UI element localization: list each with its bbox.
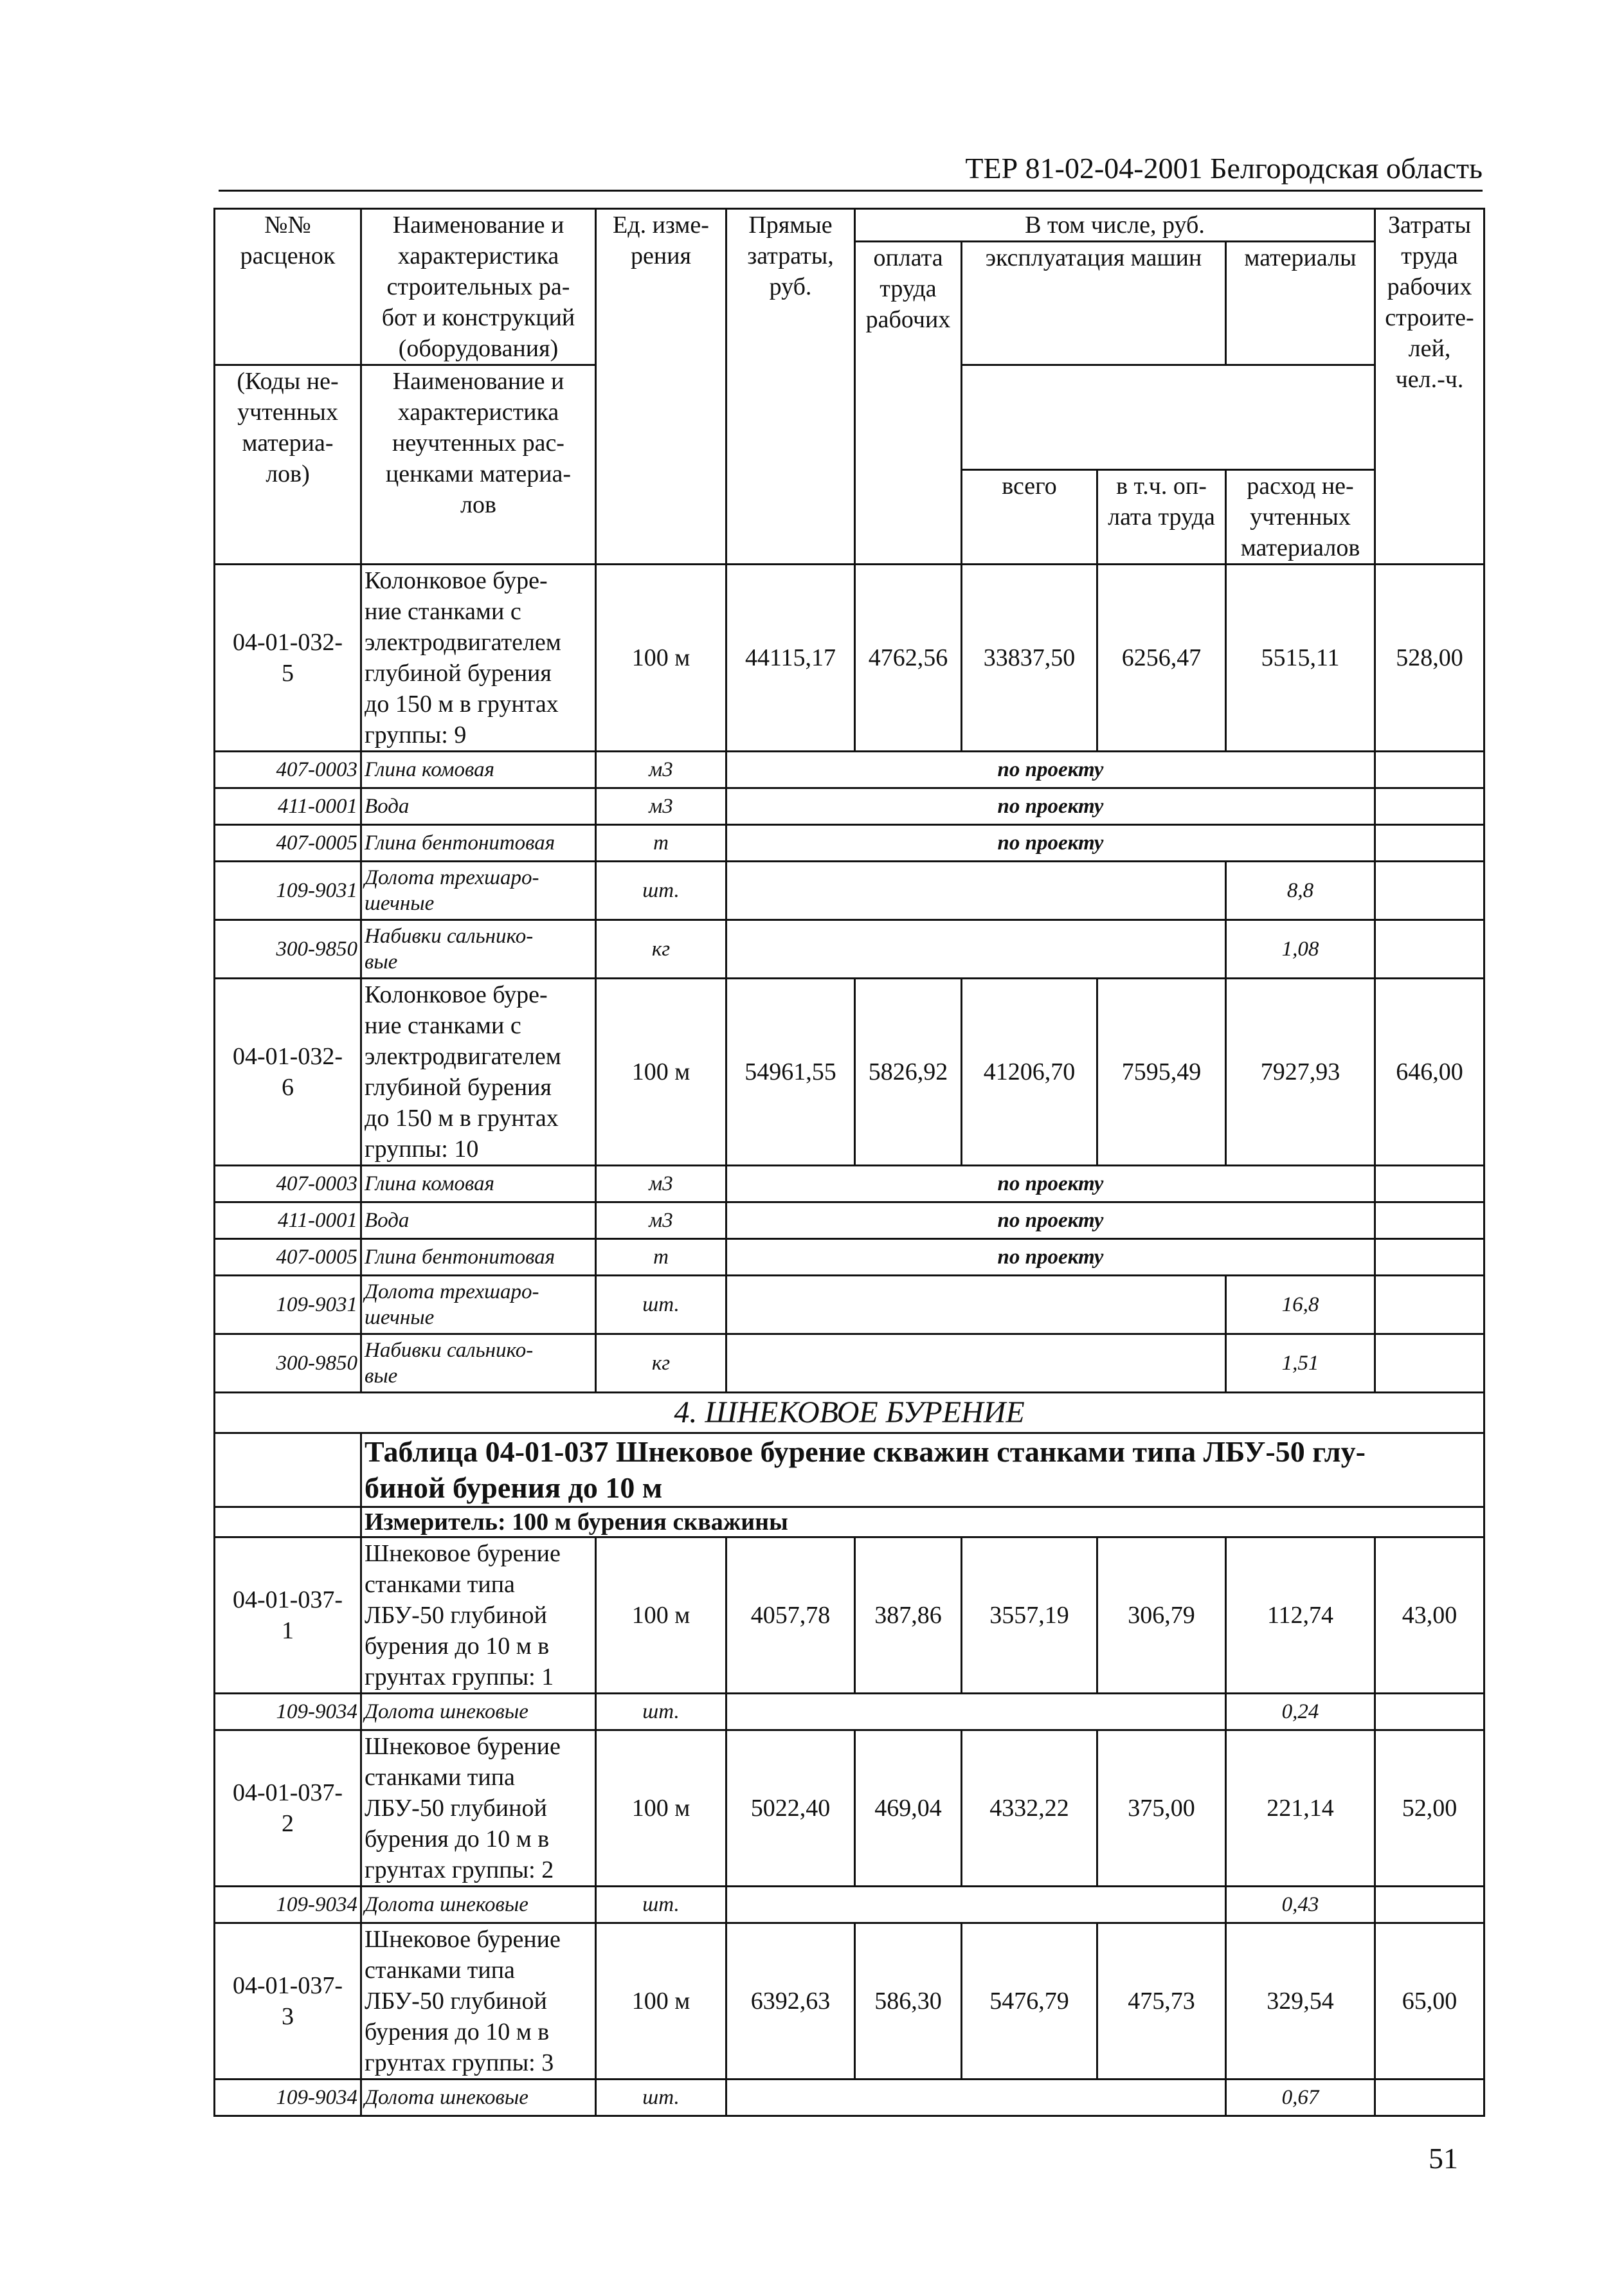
rate-name-line: станками типа [365,1957,515,1984]
rate-materials: 329,54 [1226,1923,1375,2080]
header-labor-line-0: Затраты [1387,212,1471,239]
header-direct-line-0: Прямые [748,212,833,239]
rate-name-line: ние станками с [365,598,521,625]
page-header [219,151,1483,190]
material-code: 300-9850 [215,1334,361,1393]
table-title-line: Таблица 04-01-037 Шнековое бурение скважин станками типа ЛБУ-50 глу- [365,1435,1366,1468]
material-empty [1375,862,1484,920]
header-labor-costs [1375,209,1484,565]
header-unaccounted-consumption [1226,470,1375,565]
header-labor-line-4: лей, [1408,335,1451,362]
material-code: 411-0001 [215,788,361,825]
rate-machines-wages: 306,79 [1097,1537,1226,1694]
rate-unit: 100 м [596,565,726,752]
header-labor-line-2: рабочих [1387,273,1472,300]
rate-labor: 646,00 [1375,979,1484,1166]
rate-name-line: группы: 9 [365,721,467,748]
material-name [361,1276,596,1334]
material-code: 407-0005 [215,825,361,862]
material-row [215,825,1484,862]
material-empty [726,1694,1226,1730]
material-name-line: Глина комовая [365,758,494,781]
header-code2-line-2: материа- [242,430,334,457]
section-title: 4. ШНЕКОВОЕ БУРЕНИЕ [215,1393,1484,1433]
rate-wages: 387,86 [855,1537,962,1694]
material-value: по проекту [726,1239,1375,1276]
rate-labor: 43,00 [1375,1537,1484,1694]
rate-name-line: ЛБУ-50 глубиной [365,1988,547,2015]
header-name2-line-3: ценками материа- [385,460,572,487]
material-empty [726,862,1226,920]
header-machines-total: всего [962,470,1097,565]
material-unit: м3 [596,752,726,788]
rate-name-line: до 150 м в грунтах [365,691,559,718]
header-name [361,209,596,365]
material-name-line: шечные [365,1306,435,1329]
material-unit: шт. [596,2080,726,2116]
header-name2-line-2: неучтенных рас- [392,430,564,457]
header-unaccounted-codes [215,365,361,565]
material-unit: т [596,1239,726,1276]
header-unit-line-1: рения [630,242,692,269]
material-name-line: Долота шнековые [365,1893,528,1916]
header-name-line-3: бот и конструкций [381,304,575,331]
header-including: В том числе, руб. [855,209,1375,242]
rate-name [361,1730,596,1887]
material-code: 300-9850 [215,920,361,979]
rate-name-line: ЛБУ-50 глубиной [365,1795,547,1822]
material-name [361,1694,596,1730]
rate-code-line: 04-01-032- [233,629,343,656]
rate-code-line: 04-01-032- [233,1043,343,1070]
material-value: 0,43 [1226,1887,1375,1923]
material-empty [1375,1276,1484,1334]
header-unit-line-0: Ед. изме- [613,212,709,239]
header-code2-line-1: учтенных [237,399,338,426]
rate-unit: 100 м [596,1730,726,1887]
material-row [215,1694,1484,1730]
material-unit: шт. [596,1887,726,1923]
header-code [215,209,361,365]
header-materials: материалы [1226,242,1375,365]
rate-wages: 469,04 [855,1730,962,1887]
rate-name [361,1923,596,2080]
header-labor-line-5: чел.-ч. [1395,366,1464,393]
rate-name-line: бурения до 10 м в [365,1633,550,1660]
header-name2-line-4: лов [460,491,496,518]
material-empty [1375,1202,1484,1239]
material-name-line: Вода [365,1209,410,1232]
rate-row [215,1923,1484,2080]
header-direct-line-1: затраты, [747,242,834,269]
material-name-line: Долота шнековые [365,1700,528,1723]
header-unit [596,209,726,565]
rate-name-line: Шнековое бурение [365,1733,561,1760]
material-row [215,788,1484,825]
material-unit: кг [596,920,726,979]
material-empty [1375,1334,1484,1393]
material-name [361,1334,596,1393]
rate-machines-wages: 6256,47 [1097,565,1226,752]
header-direct-line-2: руб. [769,273,812,300]
rate-row [215,1537,1484,1694]
header-name-line-4: (оборудования) [398,335,559,362]
table-title-line: биной бурения до 10 м [365,1471,663,1504]
material-unit: м3 [596,1166,726,1202]
section-row [215,1393,1484,1433]
header-mu-line-0: расход не- [1247,473,1354,500]
header-mu-line-1: учтенных [1250,503,1351,530]
rate-labor: 65,00 [1375,1923,1484,2080]
measure-unit: Измеритель: 100 м бурения скважины [361,1507,1484,1537]
rate-name-line: глубиной бурения [365,1074,552,1101]
rate-materials: 221,14 [1226,1730,1375,1887]
measure-row [215,1507,1484,1537]
material-name-line: Глина бентонитовая [365,1246,555,1269]
rate-name-line: Шнековое бурение [365,1926,561,1953]
rate-wages: 586,30 [855,1923,962,2080]
material-name [361,2080,596,2116]
header-code2-line-0: (Коды не- [237,368,339,395]
material-name-line: Глина комовая [365,1172,494,1195]
rate-unit: 100 м [596,1923,726,2080]
header-mw-line-1: лата труда [1108,503,1215,530]
header-wages [855,242,962,565]
material-unit: шт. [596,862,726,920]
rate-name-line: до 150 м в грунтах [365,1105,559,1132]
header-mw-line-0: в т.ч. оп- [1116,473,1207,500]
material-empty [726,920,1226,979]
header-unaccounted-names [361,365,596,565]
material-name-line: Глина бентонитовая [365,831,555,855]
page-number: 51 [1429,2142,1458,2175]
rate-code [215,979,361,1166]
material-empty [726,1276,1226,1334]
material-unit: кг [596,1334,726,1393]
rate-wages: 5826,92 [855,979,962,1166]
rate-machines-total: 33837,50 [962,565,1097,752]
rate-labor: 528,00 [1375,565,1484,752]
rate-name-line: Шнековое бурение [365,1540,561,1567]
material-row [215,1887,1484,1923]
material-code: 411-0001 [215,1202,361,1239]
price-table-body [215,209,1484,2116]
material-value: 1,51 [1226,1334,1375,1393]
rate-code-line: 1 [282,1617,294,1644]
header-labor-line-3: строите- [1385,304,1474,331]
document-title: ТЕР 81-02-04-2001 Белгородская область [965,152,1483,185]
material-value: 1,08 [1226,920,1375,979]
material-unit: шт. [596,1276,726,1334]
material-code: 407-0003 [215,1166,361,1202]
material-name-line: Долота трехшаро- [365,866,539,889]
rate-direct-costs: 54961,55 [726,979,855,1166]
rate-row [215,979,1484,1166]
header-name2-line-1: характеристика [397,399,559,426]
measure-spacer [215,1507,361,1537]
header-wages-line-1: труда [880,275,937,302]
rate-code [215,1537,361,1694]
rate-labor: 52,00 [1375,1730,1484,1887]
material-empty [1375,1887,1484,1923]
rate-name [361,565,596,752]
material-code: 109-9031 [215,862,361,920]
rate-row [215,565,1484,752]
material-row [215,1334,1484,1393]
material-empty [1375,920,1484,979]
material-name-line: Набивки сальнико- [365,1339,534,1362]
rate-materials: 7927,93 [1226,979,1375,1166]
header-mu-line-2: материалов [1240,534,1360,561]
rate-unit: 100 м [596,1537,726,1694]
rate-name-line: Колонковое буре- [365,981,548,1008]
material-empty [726,1334,1226,1393]
material-empty [1375,2080,1484,2116]
rate-machines-total: 3557,19 [962,1537,1097,1694]
material-code: 109-9031 [215,1276,361,1334]
material-value: по проекту [726,1202,1375,1239]
rate-name-line: грунтах группы: 2 [365,1856,554,1883]
rate-name-line: грунтах группы: 3 [365,2049,554,2076]
header-name2-line-0: Наименование и [392,368,564,395]
header-divider [219,190,1483,192]
material-name-line: Набивки сальнико- [365,925,534,948]
material-name [361,1239,596,1276]
rate-name-line: группы: 10 [365,1136,479,1163]
rate-row [215,1730,1484,1887]
header-code-line-0: №№ [264,212,311,239]
rate-materials: 5515,11 [1226,565,1375,752]
rate-machines-total: 41206,70 [962,979,1097,1166]
material-value: 0,67 [1226,2080,1375,2116]
material-value: 0,24 [1226,1694,1375,1730]
material-empty [726,2080,1226,2116]
material-unit: шт. [596,1694,726,1730]
material-name [361,920,596,979]
header-machines: эксплуатация машин [962,242,1226,365]
rate-code-line: 04-01-037- [233,1972,343,1999]
rate-name-line: грунтах группы: 1 [365,1663,554,1690]
rate-name-line: ние станками с [365,1012,521,1039]
material-name-line: Вода [365,795,410,818]
rate-code-line: 6 [282,1074,294,1101]
material-name [361,825,596,862]
rate-name-line: электродвигателем [365,629,561,656]
header-code-line-1: расценок [240,242,336,269]
rate-machines-total: 5476,79 [962,1923,1097,2080]
material-name-line: Долота трехшаро- [365,1280,539,1303]
rate-code-line: 5 [282,660,294,687]
material-row [215,752,1484,788]
material-name-line: вые [365,1364,398,1388]
header-wages-line-0: оплата [873,244,943,271]
rate-direct-costs: 5022,40 [726,1730,855,1887]
material-empty [1375,788,1484,825]
material-name-line: Долота шнековые [365,2086,528,2109]
material-empty [1375,825,1484,862]
material-empty [726,1887,1226,1923]
material-name [361,1887,596,1923]
rate-code [215,1730,361,1887]
header-spacer [962,365,1375,470]
material-code: 109-9034 [215,2080,361,2116]
material-name-line: вые [365,950,398,974]
rate-name-line: ЛБУ-50 глубиной [365,1602,547,1629]
header-machines-wages [1097,470,1226,565]
material-value: по проекту [726,825,1375,862]
material-value: по проекту [726,1166,1375,1202]
material-row [215,1276,1484,1334]
material-unit: т [596,825,726,862]
material-value: 8,8 [1226,862,1375,920]
rate-name-line: электродвигателем [365,1043,561,1070]
header-name-line-0: Наименование и [392,212,564,239]
rate-code-line: 04-01-037- [233,1779,343,1806]
rate-machines-wages: 7595,49 [1097,979,1226,1166]
header-code2-line-3: лов) [266,460,310,487]
rate-direct-costs: 44115,17 [726,565,855,752]
material-code: 109-9034 [215,1887,361,1923]
material-name [361,1202,596,1239]
table-title-spacer [215,1433,361,1507]
rate-code [215,1923,361,2080]
rate-name [361,1537,596,1694]
rate-unit: 100 м [596,979,726,1166]
rate-name-line: бурения до 10 м в [365,1826,550,1853]
rate-code-line: 3 [282,2003,294,2030]
material-value: 16,8 [1226,1276,1375,1334]
rate-code-line: 04-01-037- [233,1586,343,1613]
rate-materials: 112,74 [1226,1537,1375,1694]
rate-name [361,979,596,1166]
rate-code [215,565,361,752]
material-row [215,920,1484,979]
material-value: по проекту [726,788,1375,825]
table-title [361,1433,1484,1507]
material-empty [1375,1694,1484,1730]
material-row [215,862,1484,920]
rate-machines-wages: 375,00 [1097,1730,1226,1887]
rate-name-line: бурения до 10 м в [365,2018,550,2045]
rate-direct-costs: 4057,78 [726,1537,855,1694]
rate-machines-wages: 475,73 [1097,1923,1226,2080]
price-table [213,208,1485,2117]
rate-name-line: глубиной бурения [365,660,552,687]
table-title-row [215,1433,1484,1507]
material-unit: м3 [596,1202,726,1239]
material-empty [1375,1166,1484,1202]
material-name-line: шечные [365,892,435,915]
material-row [215,1166,1484,1202]
header-direct-costs [726,209,855,565]
rate-wages: 4762,56 [855,565,962,752]
material-empty [1375,752,1484,788]
material-unit: м3 [596,788,726,825]
rate-code-line: 2 [282,1810,294,1837]
header-wages-line-2: рабочих [865,306,951,333]
rate-machines-total: 4332,22 [962,1730,1097,1887]
header-name-line-2: строительных ра- [386,273,570,300]
material-name [361,1166,596,1202]
material-row [215,2080,1484,2116]
material-name [361,788,596,825]
material-empty [1375,1239,1484,1276]
rate-direct-costs: 6392,63 [726,1923,855,2080]
header-labor-line-1: труда [1401,242,1458,269]
rate-name-line: станками типа [365,1764,515,1791]
material-code: 407-0003 [215,752,361,788]
material-code: 109-9034 [215,1694,361,1730]
material-code: 407-0005 [215,1239,361,1276]
material-value: по проекту [726,752,1375,788]
rate-name-line: станками типа [365,1571,515,1598]
material-name [361,862,596,920]
header-name-line-1: характеристика [397,242,559,269]
material-row [215,1239,1484,1276]
material-row [215,1202,1484,1239]
material-name [361,752,596,788]
rate-name-line: Колонковое буре- [365,567,548,594]
